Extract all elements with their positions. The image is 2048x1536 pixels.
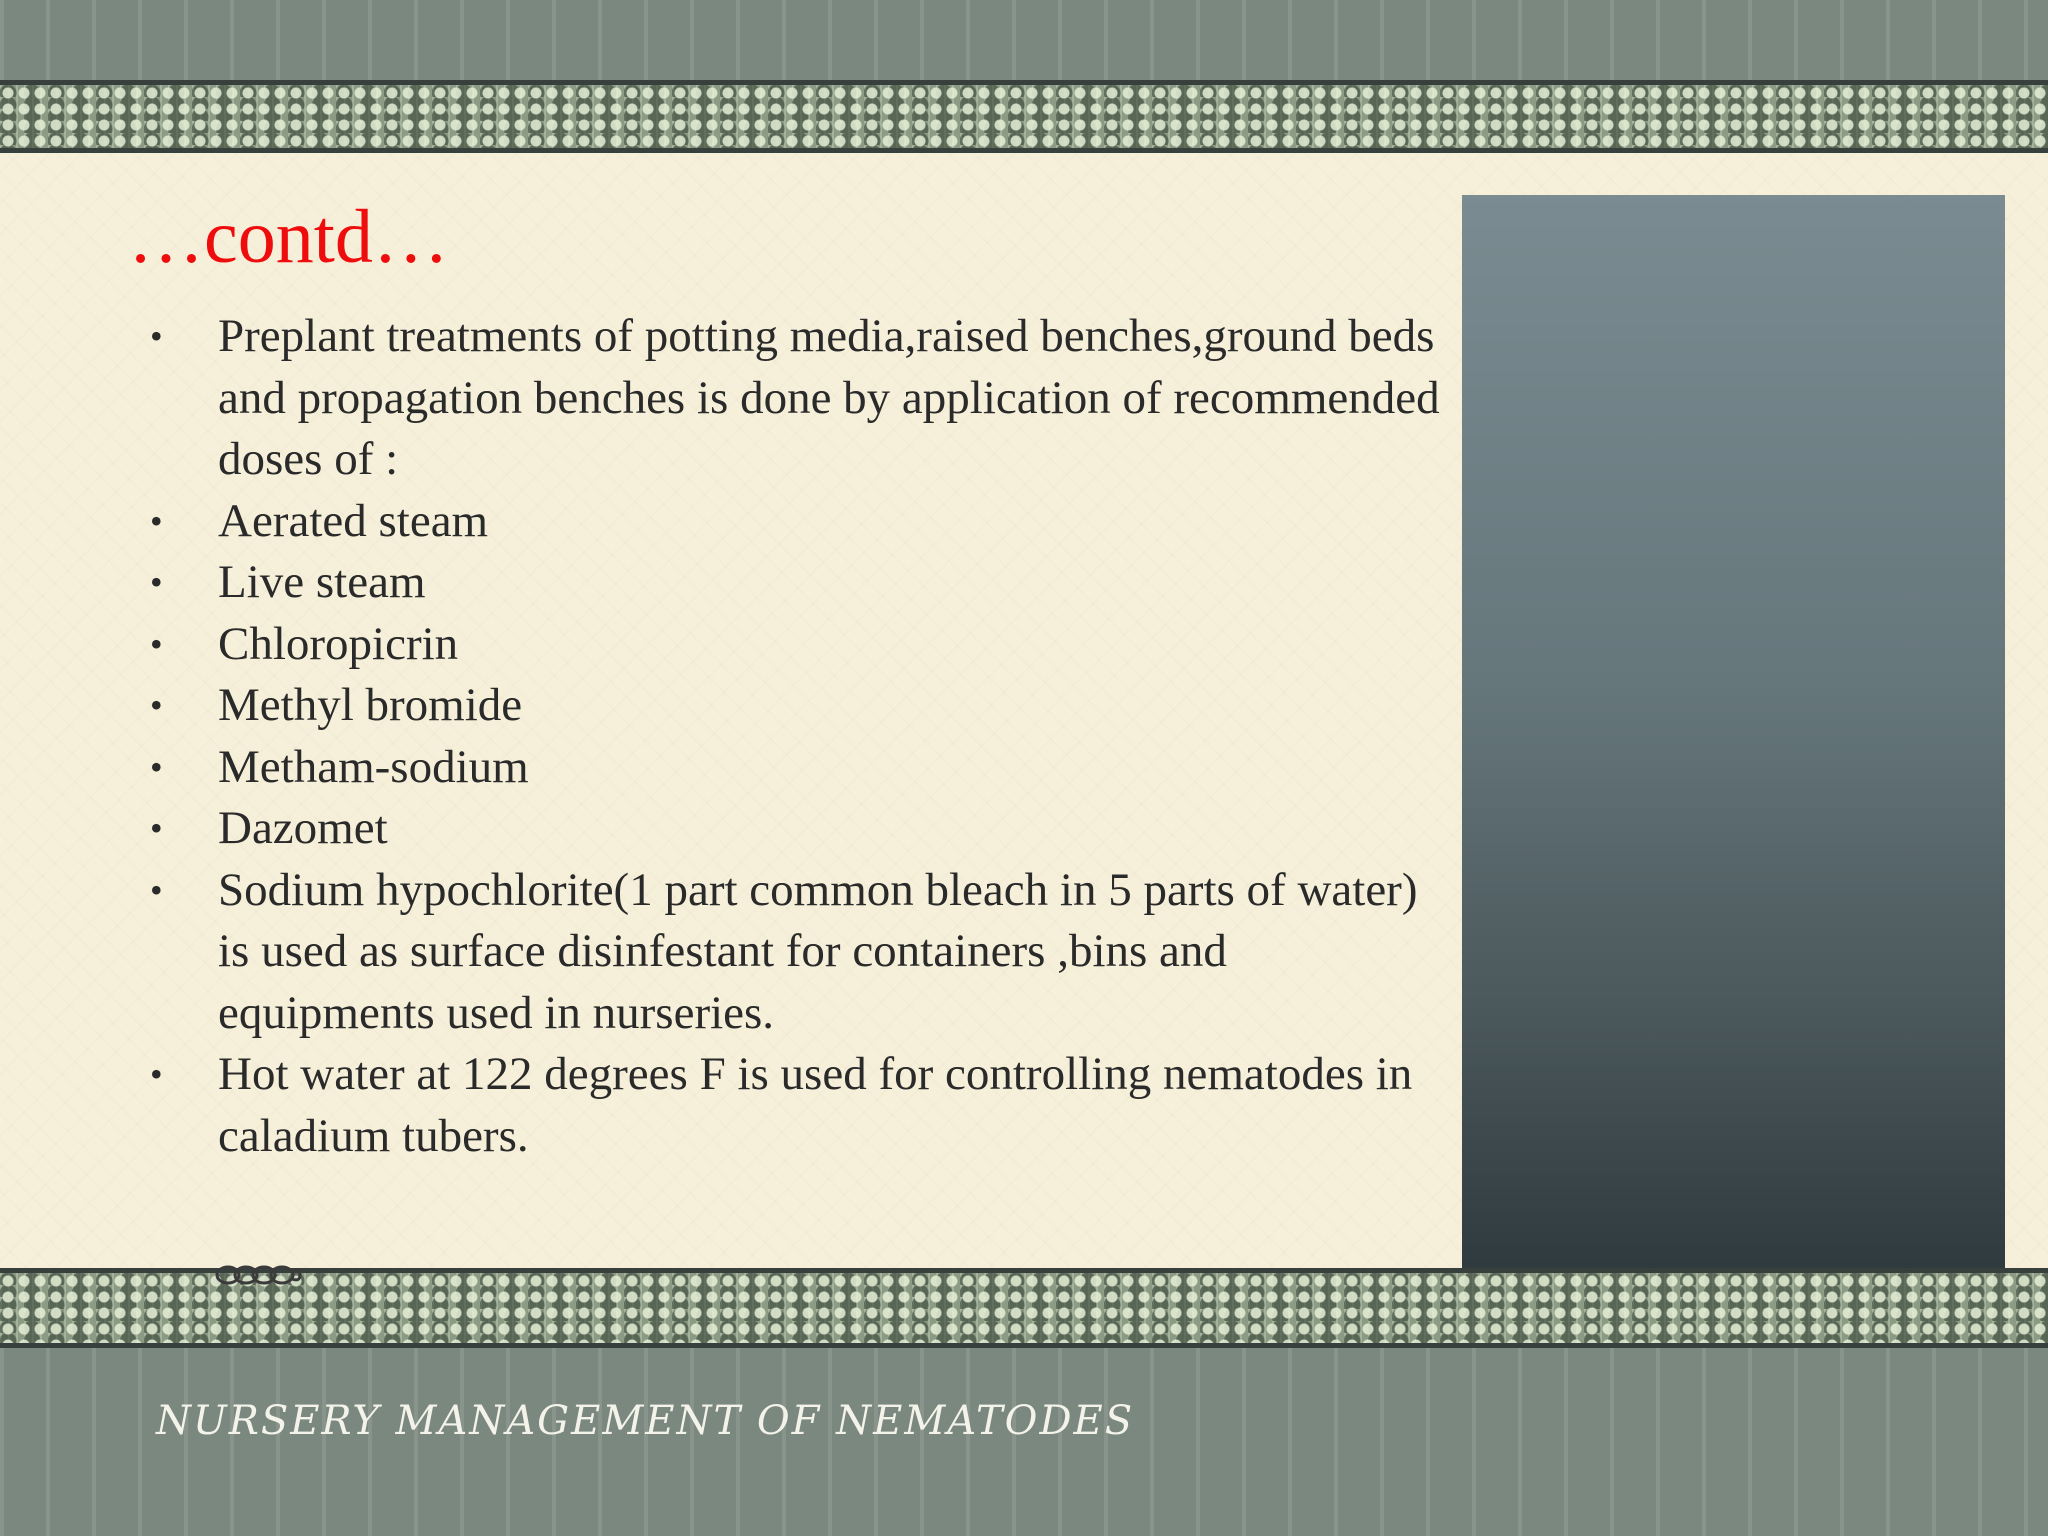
bullet-text: Hot water at 122 degrees F is used for controlling nematodes in caladium tubers. bbox=[218, 1048, 1413, 1162]
bullet-text: Aerated steam bbox=[218, 494, 489, 547]
bullet-icon: • bbox=[150, 746, 163, 787]
bullet-list bbox=[150, 306, 1440, 1167]
bullet-text: Preplant treatments of potting media,raised benches,ground beds and propagation benches is done by application of recommended doses of : bbox=[218, 310, 1440, 485]
bullet-item bbox=[150, 306, 1440, 491]
bullet-icon: • bbox=[150, 562, 163, 602]
bullet-icon: • bbox=[150, 623, 163, 664]
bullet-item bbox=[150, 798, 1440, 860]
bullet-item bbox=[150, 614, 1440, 676]
bottom-patterned-border bbox=[0, 1268, 2048, 1348]
slide-title: …contd… bbox=[128, 195, 449, 279]
bullet-item bbox=[150, 491, 1440, 553]
bullet-text: Chloropicrin bbox=[218, 617, 459, 670]
bullet-icon: • bbox=[150, 808, 163, 848]
bullet-icon: • bbox=[150, 869, 163, 910]
bullet-item bbox=[150, 552, 1440, 614]
bullet-text: Sodium hypochlorite(1 part common bleach in 5 parts of water) is used as surface disinfestant for containers ,bins and equipments used in nurseries. bbox=[218, 863, 1418, 1039]
bullet-item bbox=[150, 675, 1440, 737]
bullet-item bbox=[150, 737, 1440, 799]
bullet-text: Methyl bromide bbox=[218, 679, 523, 731]
bullet-text: Metham-sodium bbox=[218, 740, 529, 793]
bullet-icon: • bbox=[150, 685, 163, 725]
bullet-icon: • bbox=[150, 1054, 163, 1094]
bullet-item bbox=[150, 1044, 1440, 1167]
bullet-icon: • bbox=[150, 500, 163, 541]
footer-title: NURSERY MANAGEMENT OF NEMATODES bbox=[156, 1398, 1135, 1444]
top-patterned-border bbox=[0, 80, 2048, 153]
side-gradient-panel bbox=[1462, 195, 2005, 1273]
bullet-icon: • bbox=[150, 316, 163, 356]
bullet-text: Live steam bbox=[218, 556, 426, 608]
scroll-ornament-icon bbox=[214, 1262, 304, 1288]
top-decorative-band bbox=[0, 0, 2048, 80]
bullet-item bbox=[150, 860, 1440, 1045]
bullet-text: Dazomet bbox=[218, 802, 388, 854]
